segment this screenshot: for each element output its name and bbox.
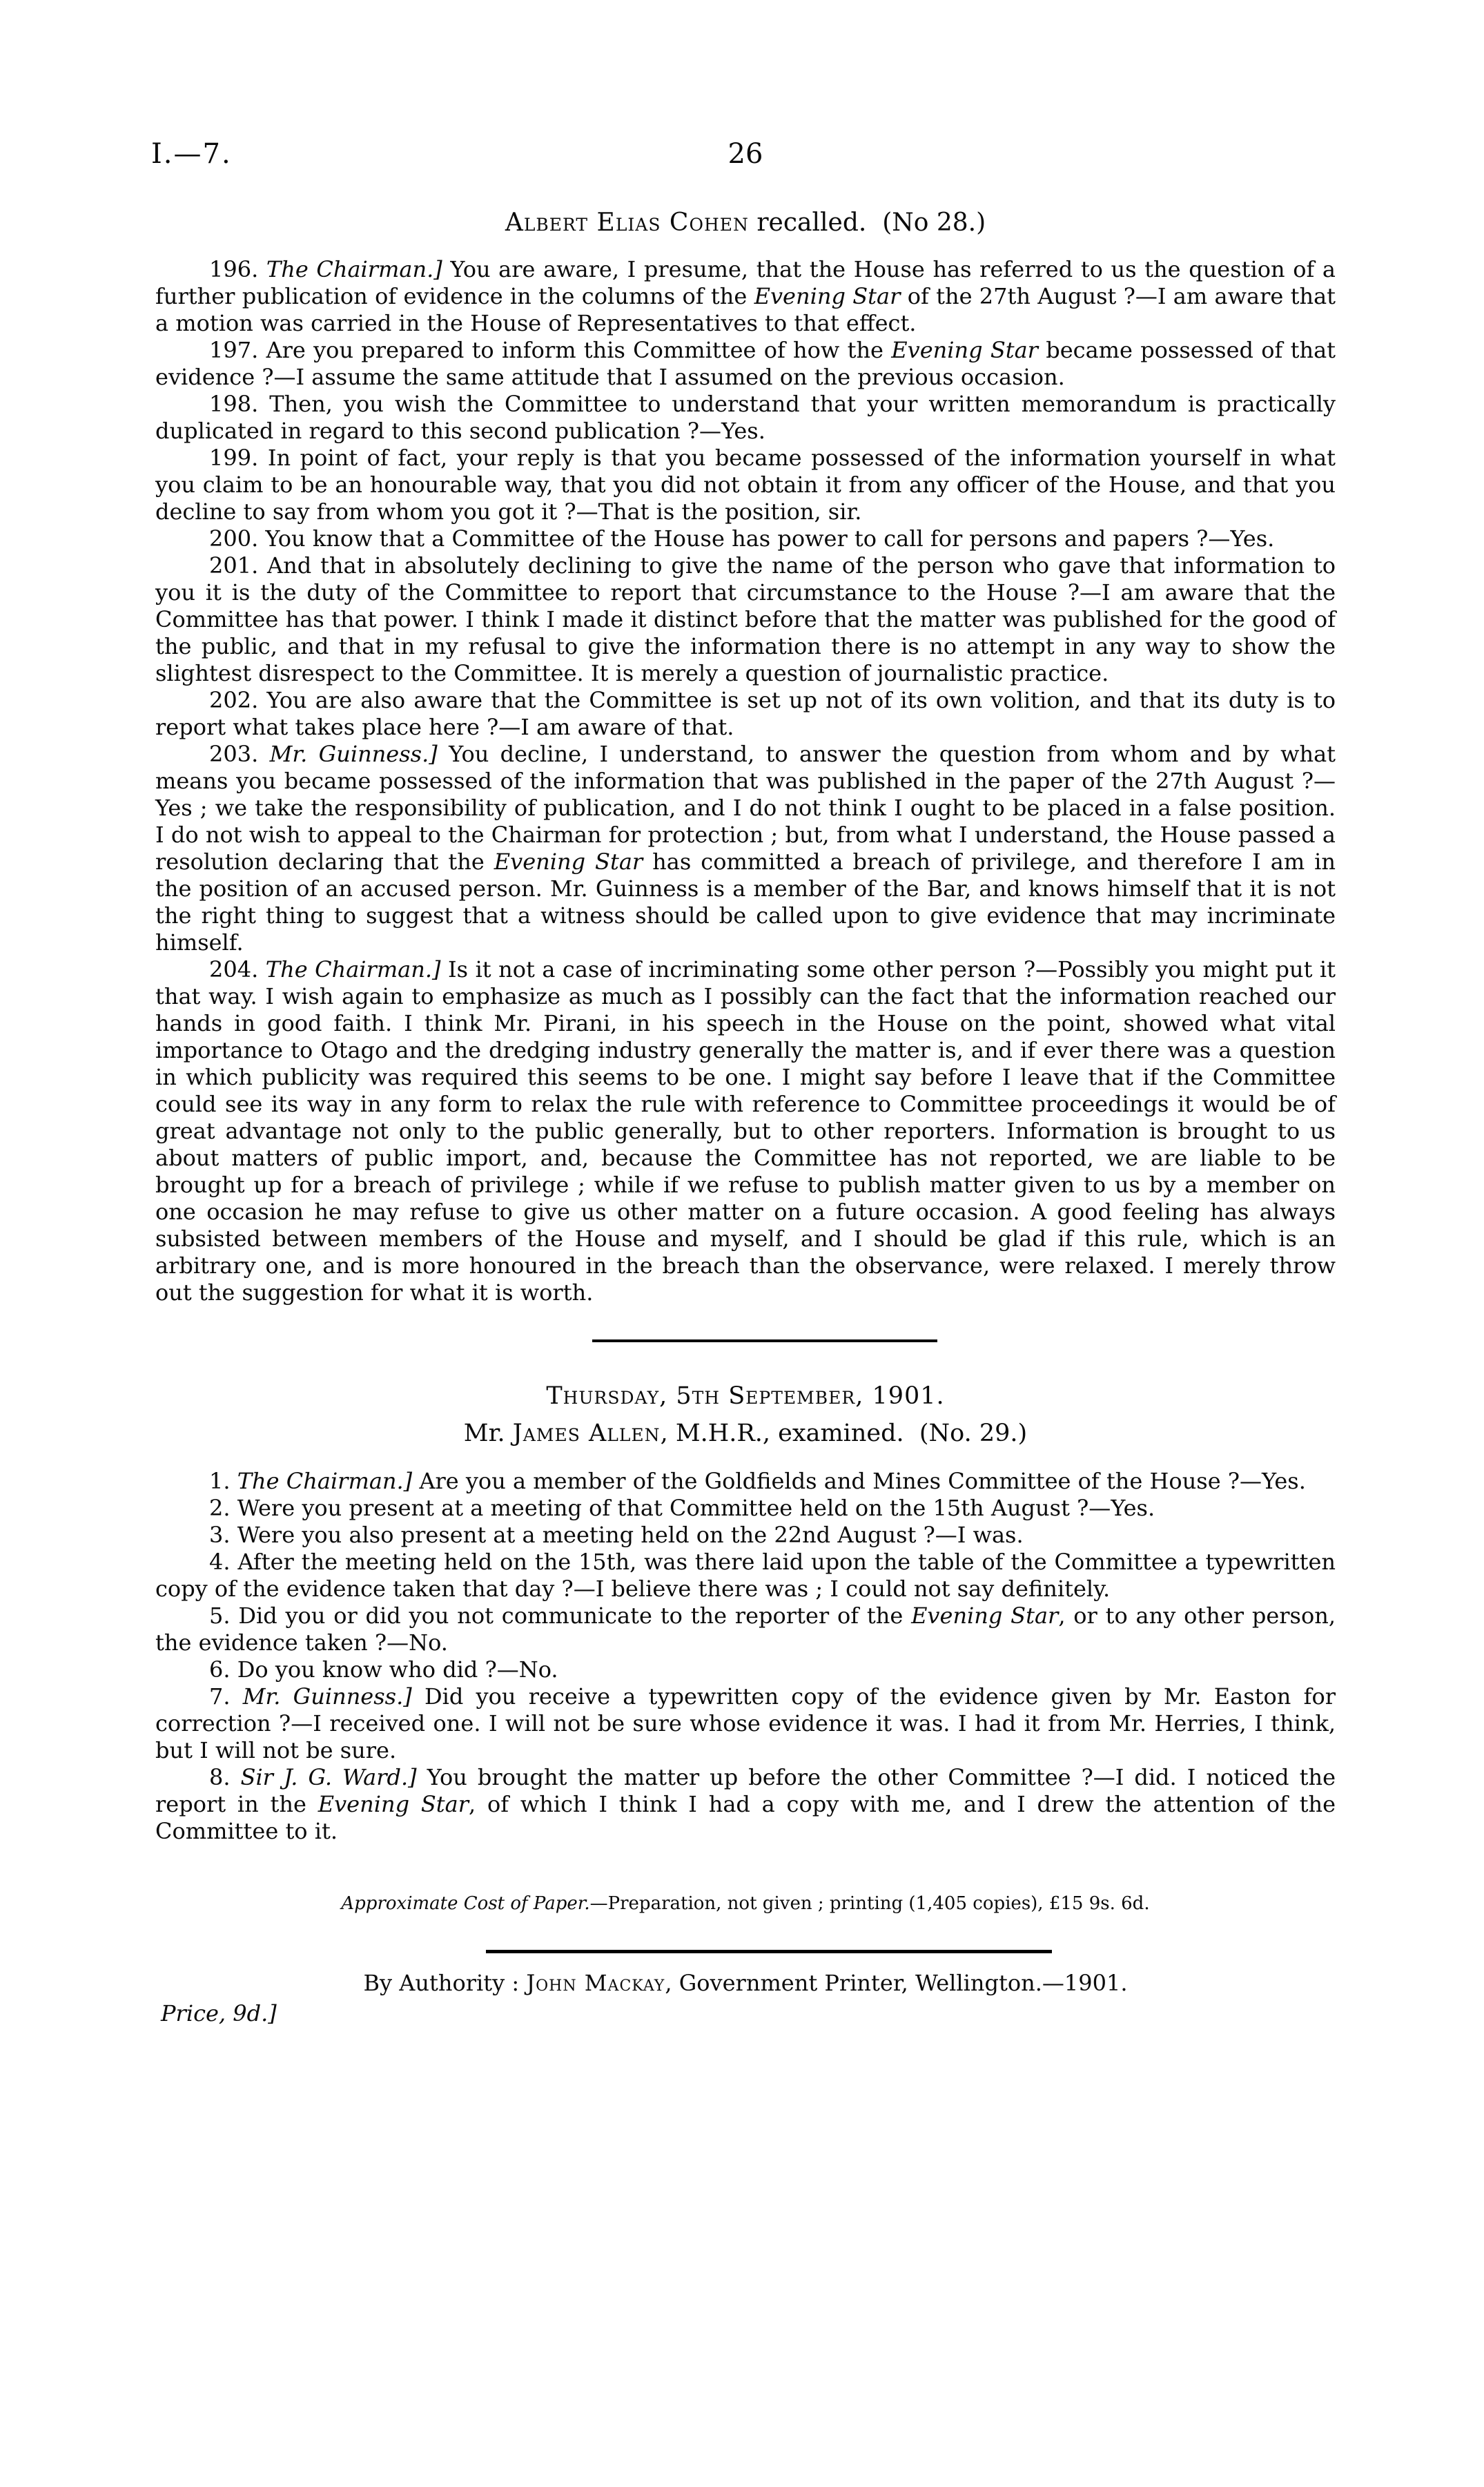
text-run: became possessed of that evidence ?—I assume the same attitude that I assumed on the previous occasion. bbox=[155, 337, 1336, 390]
text-run: Are you a member of the Goldfields and Mines Committee of the House ?—Yes. bbox=[412, 1468, 1306, 1494]
question-1 bbox=[155, 1468, 1336, 1495]
text-run: , of which I think I had a copy with me, and I drew the attention of the Committee to it. bbox=[155, 1791, 1336, 1844]
text-run: has committed a breach of privilege, and therefore I am in the position of an accused person. Mr. Guinness is a member of the Bar, and knows himself that it is not the right thing to suggest that a witness should be called upon to give evidence that may incriminate himself. bbox=[155, 849, 1336, 956]
sitting-date-heading bbox=[155, 1382, 1336, 1410]
question-198 bbox=[155, 391, 1336, 445]
question-3 bbox=[155, 1522, 1336, 1549]
text-run: Mr. bbox=[463, 1420, 513, 1447]
text-run: You decline, I understand, to answer the question from whom and by what means you became possessed of the information that was published in the paper of the 27th August ?—Yes ; we take the responsibility of publication, and I do not think I ought to be placed in a false position. I do not wish to appeal to the Chairman for protection ; but, from what I understand, the House passed a resolution declaring that the bbox=[155, 741, 1336, 875]
witness-examined-heading bbox=[155, 1420, 1336, 1447]
text-run: 203. bbox=[209, 741, 270, 767]
text-run: 196. bbox=[209, 256, 266, 282]
text-run: 197. Are you prepared to inform this Committee of how the bbox=[209, 337, 892, 363]
price-note bbox=[161, 2000, 1336, 2026]
text-run: 7. bbox=[209, 1683, 243, 1710]
text-run: You are aware, I presume, that the House has referred to us the question of a further publication of evidence in the columns of the bbox=[155, 256, 1336, 309]
text-run: —Preparation, not given ; printing (1,405 copies), £15 9s. 6d. bbox=[589, 1893, 1150, 1914]
question-199 bbox=[155, 445, 1336, 525]
question-6 bbox=[155, 1656, 1336, 1683]
text-run: 1. bbox=[209, 1468, 237, 1494]
witness-recalled-heading bbox=[155, 209, 1336, 237]
text-run: 8. bbox=[209, 1764, 241, 1790]
text-run: By Authority : bbox=[363, 1970, 527, 1996]
text-run: 204. bbox=[209, 956, 266, 983]
question-196 bbox=[155, 256, 1336, 337]
text-run: of the 27th August ?—I am aware that a motion was carried in the House of Representatives to that effect. bbox=[155, 283, 1336, 336]
text-run: 3. Were you also present at a meeting held on the 22nd August ?—I was. bbox=[209, 1522, 1024, 1548]
text-run: Evening Star bbox=[891, 337, 1038, 363]
question-201 bbox=[155, 552, 1336, 687]
text-run: Mr. Guinness.] bbox=[242, 1683, 412, 1710]
text-run: The Chairman.] bbox=[265, 956, 441, 983]
text-run: 5. Did you or did you not communicate to the reporter of the bbox=[209, 1603, 912, 1629]
text-run: 199. In point of fact, your reply is that you became possessed of the information yourself in what you claim to be an honourable way, that you did not obtain it from any officer of the House, and that you decline to say from whom you got it ?—That is the position, sir. bbox=[155, 445, 1336, 525]
question-202 bbox=[155, 687, 1336, 741]
paper-signature: I.—7. bbox=[151, 138, 232, 170]
text-run: 200. You know that a Committee of the House has power to call for persons and papers ?—Yes. bbox=[209, 525, 1275, 552]
text-run: James Allen bbox=[512, 1420, 661, 1447]
text-run: The Chairman.] bbox=[237, 1468, 413, 1494]
text-run: Evening Star bbox=[318, 1791, 469, 1817]
question-7 bbox=[155, 1683, 1336, 1764]
text-run: Approximate Cost of Paper. bbox=[341, 1893, 590, 1914]
text-run: , Government Printer, Wellington.—1901. bbox=[665, 1970, 1128, 1996]
text-run: 6. Do you know who did ?—No. bbox=[209, 1656, 558, 1683]
text-run: Evening Star bbox=[911, 1603, 1059, 1629]
cost-of-paper-note bbox=[155, 1893, 1336, 1914]
text-run: Price, 9d.] bbox=[161, 2000, 277, 2026]
question-4 bbox=[155, 1549, 1336, 1603]
text-run: recalled. (No 28.) bbox=[748, 209, 986, 237]
question-200 bbox=[155, 525, 1336, 552]
text-run: 2. Were you present at a meeting of that Committee held on the 15th August ?—Yes. bbox=[209, 1495, 1155, 1521]
text-run: , M.H.R., examined. (No. 29.) bbox=[660, 1420, 1028, 1447]
text-run: Albert Elias Cohen bbox=[505, 209, 749, 237]
text-run: 202. You are also aware that the Committee is set up not of its own volition, and that its duty is to report what takes place here ?—I am aware of that. bbox=[155, 687, 1336, 740]
text-run: Thursday, 5th September, 1901. bbox=[546, 1382, 945, 1410]
text-run: Did you receive a typewritten copy of the evidence given by Mr. Easton for correction ?—I received one. I will not be sure whose evidence it was. I had it from Mr. Herries, I think, but I will not be sure. bbox=[155, 1683, 1336, 1763]
text-run: 198. Then, you wish the Committee to understand that your written memorandum is practically duplicated in regard to this second publication ?—Yes. bbox=[155, 391, 1336, 444]
footer-divider bbox=[486, 1950, 1052, 1953]
text-run: 201. And that in absolutely declining to give the name of the person who gave that information to you it is the duty of the Committee to report that circumstance to the House ?—I am aware that the Committee has that power. I think I made it distinct before that the matter was published for the good of the public, and that in my refusal to give the information there is no attempt in any way to show the slightest disrespect to the Committee. It is merely a question of journalistic practice. bbox=[155, 552, 1336, 686]
authority-imprint bbox=[155, 1970, 1336, 1996]
section-divider bbox=[592, 1339, 937, 1342]
text-run: You brought the matter up before the other Committee ?—I did. I noticed the report in the bbox=[155, 1764, 1336, 1817]
question-5 bbox=[155, 1603, 1336, 1656]
question-203 bbox=[155, 741, 1336, 956]
text-run: John Mackay bbox=[526, 1970, 665, 1996]
text-run: Evening Star bbox=[494, 849, 643, 875]
text-run: 4. After the meeting held on the 15th, was there laid upon the table of the Committee a typewritten copy of the evidence taken that day ?—I believe there was ; I could not say definitely. bbox=[155, 1549, 1336, 1602]
question-2 bbox=[155, 1495, 1336, 1522]
text-run: Mr. Guinness.] bbox=[269, 741, 438, 767]
question-204 bbox=[155, 956, 1336, 1306]
text-run: The Chairman.] bbox=[266, 256, 442, 282]
page-header bbox=[151, 138, 1336, 173]
text-run: Sir J. G. Ward.] bbox=[240, 1764, 417, 1790]
text-run: Evening Star bbox=[754, 283, 901, 309]
question-197 bbox=[155, 337, 1336, 391]
text-run: , or to any other person, the evidence taken ?—No. bbox=[155, 1603, 1336, 1656]
text-run: Is it not a case of incriminating some other person ?—Possibly you might put it that way. I wish again to emphasize as much as I possibly can the fact that the information reached our hands in good faith. I think Mr. Pirani, in his speech in the House on the point, showed what vital importance to Otago and the dredging industry generally the matter is, and if ever there was a question in which publicity was required this seems to be one. I might say before I leave that if the Committee could see its way in any form to relax the rule with reference to Committee proceedings it would be of great advantage not only to the public generally, but to other reporters. Information is brought to us about matters of public import, and, because the Committee has not reported, we are liable to be brought up for a breach of privilege ; while if we refuse to publish matter given to us by a member on one occasion he may refuse to give us other matter on a future occasion. A good feeling has always subsisted between members of the House and myself, and I should be glad if this rule, which is an arbitrary one, and is more honoured in the breach than the observance, were relaxed. I merely throw out the suggestion for what it is worth. bbox=[155, 956, 1336, 1306]
page-number: 26 bbox=[728, 138, 763, 170]
question-8 bbox=[155, 1764, 1336, 1845]
